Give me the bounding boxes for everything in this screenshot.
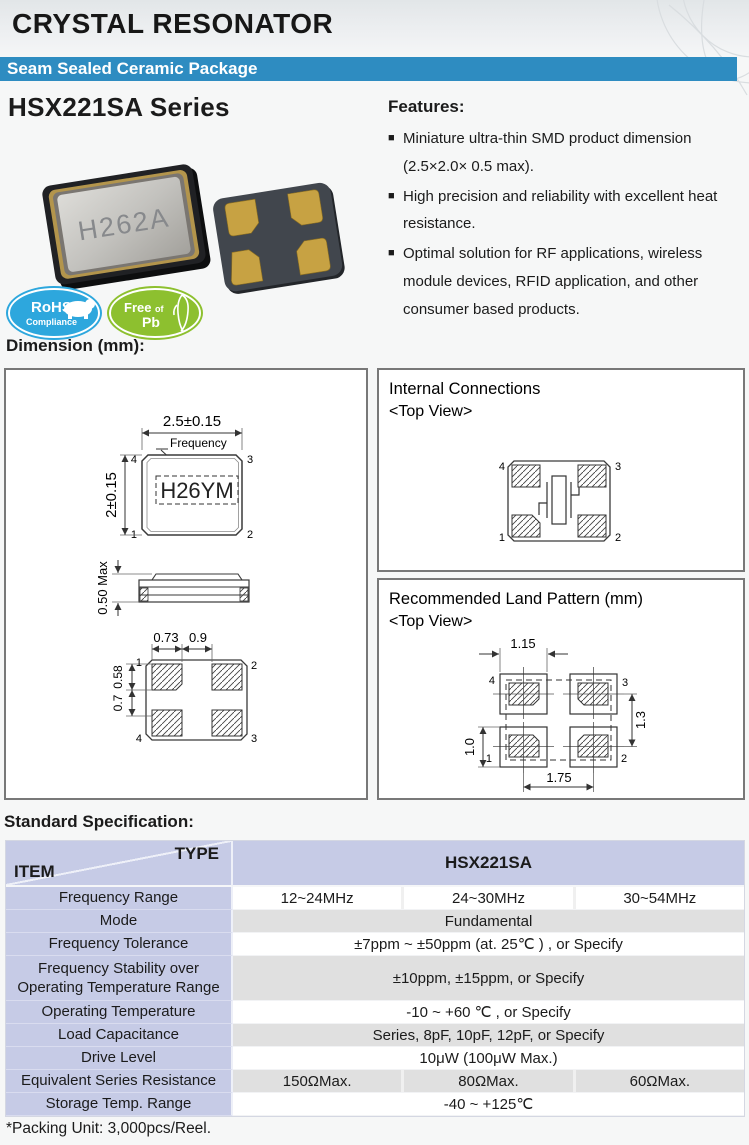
spec-value-cell: 150ΩMax.	[233, 1070, 401, 1092]
lp-dim-top: 1.15	[510, 636, 536, 651]
tv-pin4: 4	[130, 454, 137, 466]
pb-badge-word3: Pb	[142, 314, 160, 330]
square-bullet-icon: ■	[388, 132, 395, 144]
feature-item	[388, 125, 745, 181]
spec-corner-cell	[6, 841, 233, 887]
spec-value-cell: 80ΩMax.	[401, 1070, 572, 1092]
compliance-badges	[5, 285, 215, 341]
features-list	[388, 125, 745, 323]
land-pattern-title: Recommended Land Pattern (mm)	[389, 590, 644, 608]
internal-connections-subtitle: <Top View>	[389, 403, 473, 420]
lp-dim-left: 1.0	[462, 737, 477, 757]
land-pattern-subtitle: <Top View>	[389, 613, 473, 630]
rohs-badge-line2: Compliance	[26, 317, 78, 327]
chip-bottom-photo	[208, 176, 358, 298]
dimension-drawing-box	[4, 368, 368, 800]
frequency-label: Frequency	[170, 436, 227, 450]
spec-value-cell: 12~24MHz	[233, 887, 401, 909]
bv-pin1: 1	[135, 657, 142, 669]
internal-connections-title: Internal Connections	[389, 380, 541, 398]
spec-table-header-row	[6, 841, 744, 887]
spec-item-label: Frequency Stability over Operating Temperature Range	[6, 956, 233, 1001]
spec-row	[6, 887, 744, 910]
spec-table-body	[6, 887, 744, 1116]
spec-row	[6, 910, 744, 933]
spec-values	[233, 1001, 744, 1024]
dim-pad-height: 0.58	[111, 665, 125, 689]
spec-values	[233, 1093, 744, 1116]
spec-value-cell: Fundamental	[233, 910, 744, 932]
spec-value-cell: -40 ~ +125℃	[233, 1093, 744, 1115]
dim-pad-vgap: 0.7	[111, 694, 125, 712]
rohs-badge	[5, 285, 103, 341]
dimension-drawing	[6, 370, 366, 796]
spec-item-label: Mode	[6, 910, 233, 933]
ic-pin2: 2	[615, 532, 622, 544]
feature-text: Optimal solution for RF applications, wireless module devices, RFID application, and other consumer based products.	[403, 245, 703, 318]
spec-row	[6, 933, 744, 956]
lp-pin2: 2	[621, 753, 628, 765]
lp-pin1: 1	[485, 753, 492, 765]
spec-row	[6, 1047, 744, 1070]
internal-connections-box	[377, 368, 745, 572]
land-pattern-drawing	[379, 580, 743, 798]
spec-values	[233, 910, 744, 933]
ic-pin1: 1	[498, 532, 505, 544]
feature-item	[388, 183, 745, 239]
spec-table	[5, 840, 745, 1117]
spec-value-cell: Series, 8pF, 10pF, 12pF, or Specify	[233, 1024, 744, 1046]
lp-pin3: 3	[622, 677, 629, 689]
top-view-marking: H26YM	[160, 478, 234, 503]
dim-pad-gap: 0.9	[188, 630, 208, 645]
spec-item-label: Frequency Range	[6, 887, 233, 910]
square-bullet-icon: ■	[388, 189, 395, 202]
square-bullet-icon: ■	[388, 247, 395, 259]
feature-text: High precision and reliability with excellent heat resistance.	[403, 187, 718, 233]
spec-values	[233, 933, 744, 956]
lp-pin4: 4	[488, 675, 495, 687]
tv-pin2: 2	[247, 529, 254, 541]
chip-top-photo	[28, 150, 213, 300]
dim-pad-width: 0.73	[153, 630, 179, 645]
spec-values	[233, 1024, 744, 1047]
product-photos	[28, 148, 363, 300]
feature-text: Miniature ultra-thin SMD product dimension (2.5×2.0× 0.5 max).	[403, 130, 692, 175]
spec-values	[233, 1047, 744, 1070]
spec-row	[6, 956, 744, 1001]
spec-row	[6, 1024, 744, 1047]
spec-item-label: Drive Level	[6, 1047, 233, 1070]
bv-pin4: 4	[135, 733, 142, 745]
spec-value-cell: ±10ppm, ±15ppm, or Specify	[233, 956, 744, 1000]
spec-row	[6, 1093, 744, 1116]
pb-free-badge	[106, 285, 204, 341]
lp-dim-bottom: 1.75	[546, 770, 572, 785]
spec-item-label: Frequency Tolerance	[6, 933, 233, 956]
spec-corner-item-label: ITEM	[14, 862, 55, 881]
spec-value-cell: 30~54MHz	[573, 887, 744, 909]
spec-value-cell: 10μW (100μW Max.)	[233, 1047, 744, 1069]
spec-value-cell: 24~30MHz	[401, 887, 572, 909]
bv-pin2: 2	[251, 660, 258, 672]
dim-top-height: 2±0.15	[103, 472, 120, 518]
packing-unit-note: *Packing Unit: 3,000pcs/Reel.	[6, 1120, 212, 1137]
spec-value-cell: -10 ~ +60 ℃ , or Specify	[233, 1001, 744, 1023]
spec-corner-type-label: TYPE	[174, 844, 219, 863]
series-title: HSX221SA Series	[8, 92, 230, 122]
spec-row	[6, 1001, 744, 1024]
dim-top-width: 2.5±0.15	[162, 413, 222, 430]
features-heading: Features:	[388, 97, 465, 116]
features-section	[388, 97, 745, 325]
ic-pin4: 4	[498, 461, 505, 473]
spec-value-cell: 60ΩMax.	[573, 1070, 744, 1092]
spec-item-label: Equivalent Series Resistance	[6, 1070, 233, 1093]
spec-item-label: Storage Temp. Range	[6, 1093, 233, 1116]
bv-pin3: 3	[251, 733, 258, 745]
spec-values	[233, 887, 744, 910]
ic-pin3: 3	[615, 461, 622, 473]
rohs-badge-line1: RoHS	[31, 299, 72, 316]
land-pattern-box	[377, 578, 745, 800]
lp-dim-right: 1.3	[633, 710, 648, 730]
pb-badge-word2: of	[155, 304, 164, 314]
spec-model-cell: HSX221SA	[233, 841, 744, 887]
spec-values	[233, 956, 744, 1001]
internal-connections-drawing	[379, 370, 743, 570]
dimension-heading: Dimension (mm):	[6, 336, 145, 355]
spec-item-label: Load Capacitance	[6, 1024, 233, 1047]
page-title: CRYSTAL RESONATOR	[12, 8, 334, 39]
spec-item-label: Operating Temperature	[6, 1001, 233, 1024]
package-type-banner: Seam Sealed Ceramic Package	[0, 57, 737, 81]
spec-value-cell: ±7ppm ~ ±50ppm (at. 25℃ ) , or Specify	[233, 933, 744, 955]
feature-item	[388, 240, 745, 323]
globe-decoration	[579, 0, 749, 100]
page-header	[0, 0, 749, 57]
spec-heading: Standard Specification:	[4, 812, 194, 831]
pb-badge-word1: Free	[124, 300, 152, 315]
spec-values	[233, 1070, 744, 1093]
tv-pin3: 3	[247, 454, 254, 466]
spec-row	[6, 1070, 744, 1093]
tv-pin1: 1	[130, 529, 137, 541]
dim-side-height: 0.50 Max	[95, 561, 110, 615]
chip-marking-text: H262A	[75, 202, 173, 247]
